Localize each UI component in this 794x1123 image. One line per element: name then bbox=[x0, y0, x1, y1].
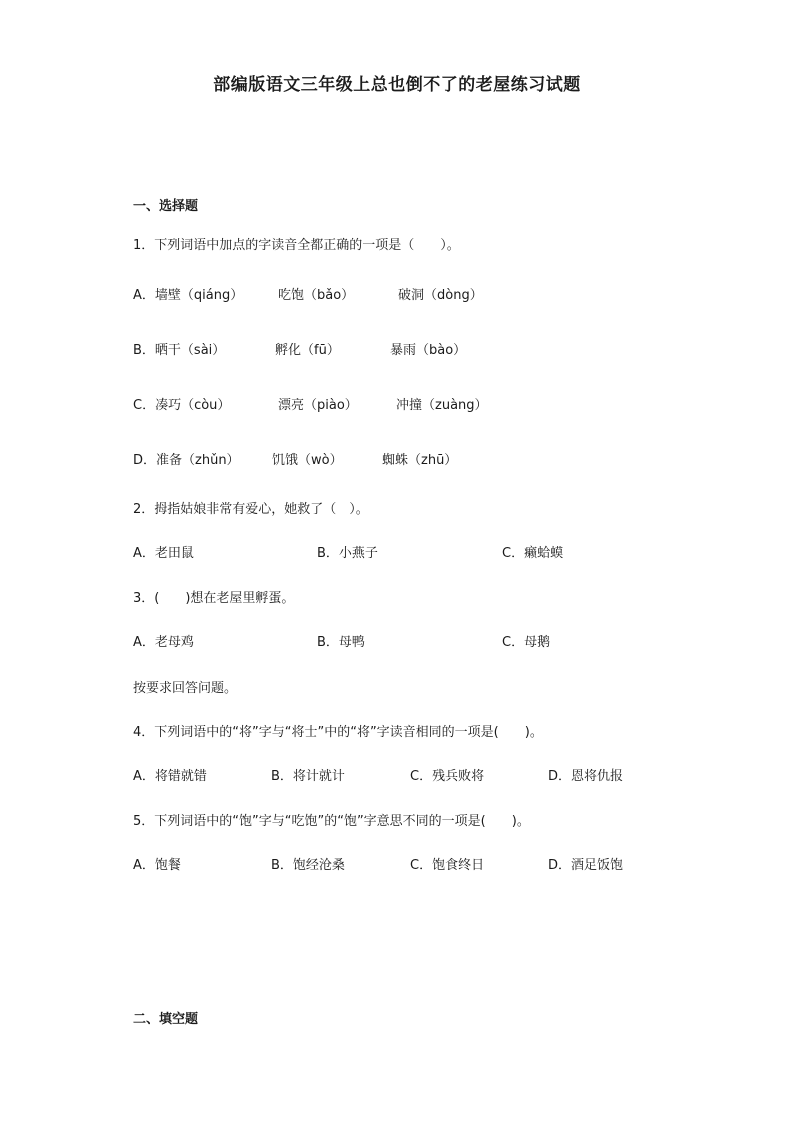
section-heading-choice: 一、选择题 bbox=[133, 199, 199, 214]
q1-option-b-2: 孵化（fū） bbox=[275, 343, 340, 358]
q1-option-b-3: 暴雨（bào） bbox=[390, 343, 467, 358]
q1-option-a-2: 吃饱（bǎo） bbox=[278, 288, 355, 303]
q3-option-a: A．老母鸡 bbox=[133, 635, 194, 650]
q4-option-a: A．将错就错 bbox=[133, 769, 207, 784]
q1-option-b-1: B．晒干（sài） bbox=[133, 343, 226, 358]
question-2-stem: 2．拇指姑娘非常有爱心，她救了（ ）。 bbox=[133, 502, 369, 517]
q1-option-d-2: 饥饿（wò） bbox=[272, 453, 343, 468]
question-3-stem: 3．( )想在老屋里孵蛋。 bbox=[133, 591, 295, 606]
page-title: 部编版语文三年级上总也倒不了的老屋练习试题 bbox=[213, 75, 581, 95]
q5-option-a: A．饱餐 bbox=[133, 858, 181, 873]
q4-option-d: D．恩将仇报 bbox=[548, 769, 624, 784]
q3-option-b: B．母鸭 bbox=[317, 635, 365, 650]
q2-option-b: B．小燕子 bbox=[317, 546, 378, 561]
question-4-stem: 4．下列词语中的“将”字与“将士”中的“将”字读音相同的一项是( )。 bbox=[133, 725, 543, 740]
q1-option-a-3: 破洞（dòng） bbox=[398, 288, 483, 303]
q3-option-c: C．母鹅 bbox=[502, 635, 551, 650]
q4-option-b: B．将计就计 bbox=[271, 769, 345, 784]
question-1-stem: 1．下列词语中加点的字读音全都正确的一项是（ ）。 bbox=[133, 238, 460, 253]
q4-option-c: C．残兵败将 bbox=[410, 769, 485, 784]
q2-option-a: A．老田鼠 bbox=[133, 546, 194, 561]
q1-option-c-3: 冲撞（zuàng） bbox=[396, 398, 488, 413]
section-heading-fill: 二、填空题 bbox=[133, 1012, 199, 1027]
q1-option-d-1: D．准备（zhǔn） bbox=[133, 453, 240, 468]
q1-option-a-1: A．墙壁（qiáng） bbox=[133, 288, 244, 303]
q1-option-c-1: C．凑巧（còu） bbox=[133, 398, 231, 413]
q5-option-b: B．饱经沧桑 bbox=[271, 858, 345, 873]
q5-option-d: D．酒足饭饱 bbox=[548, 858, 624, 873]
q2-option-c: C．癞蛤蟆 bbox=[502, 546, 564, 561]
q1-option-d-3: 蜘蛛（zhū） bbox=[382, 453, 458, 468]
q5-option-c: C．饱食终日 bbox=[410, 858, 485, 873]
question-5-stem: 5．下列词语中的“饱”字与“吃饱”的“饱”字意思不同的一项是( )。 bbox=[133, 814, 530, 829]
q1-option-c-2: 漂亮（piào） bbox=[278, 398, 358, 413]
instruction-text: 按要求回答问题。 bbox=[133, 681, 238, 696]
